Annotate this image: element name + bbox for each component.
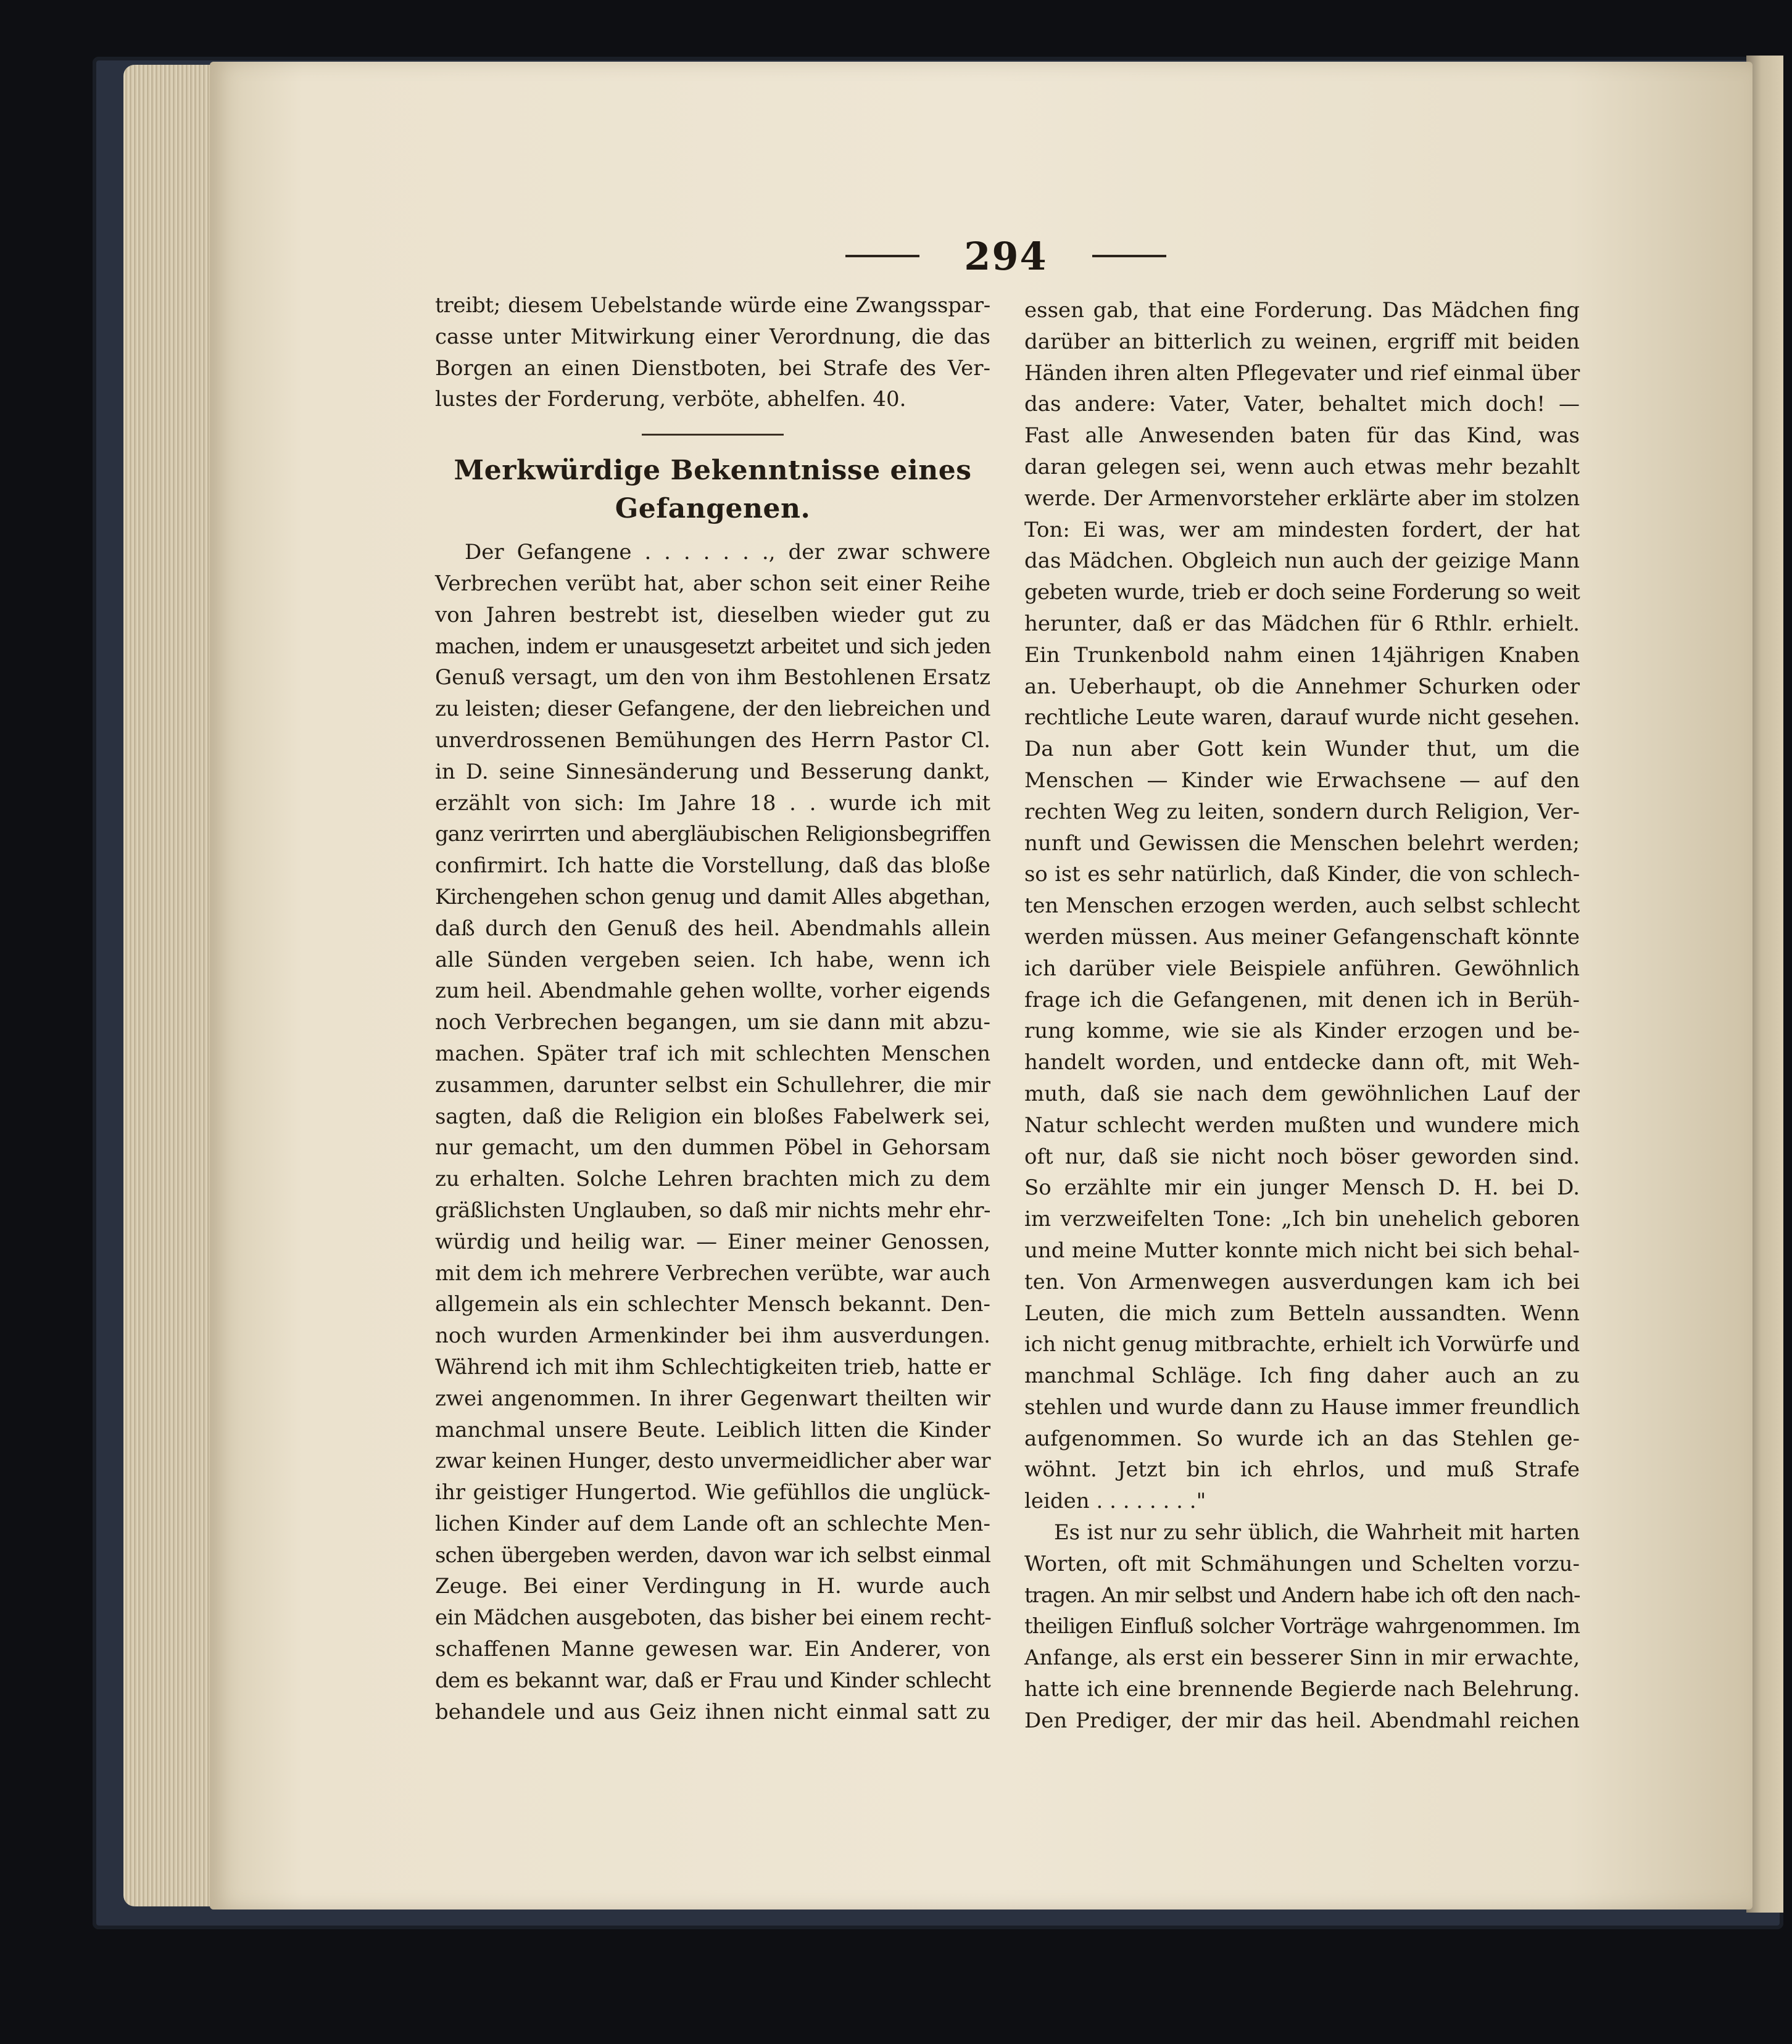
text-line: an. Ueberhaupt, ob die Annehmer Schurken oder xyxy=(1024,674,1580,699)
text-line: rechten Weg zu leiten, sondern durch Religion, Ver- xyxy=(1024,799,1580,824)
text-line: Der Gefangene . . . . . . ., der zwar schwere xyxy=(465,540,990,565)
text-line: rung komme, wie sie als Kinder erzogen und be- xyxy=(1024,1019,1580,1044)
text-line: das Mädchen. Obgleich nun auch der geizige Mann xyxy=(1024,548,1580,574)
text-line: daß durch den Genuß des heil. Abendmahls allein xyxy=(435,916,990,941)
text-line: mit dem ich mehrere Verbrechen verübte, war auch xyxy=(435,1260,990,1286)
text-line: allgemein als ein schlechter Mensch bekannt. Den- xyxy=(435,1292,990,1317)
text-line: gebeten wurde, trieb er doch seine Forderung so weit xyxy=(1024,580,1580,605)
text-line: handelt worden, und entdecke dann oft, mit Weh- xyxy=(1024,1050,1580,1075)
text-line: sagten, daß die Religion ein bloßes Fabelwerk sei, xyxy=(435,1104,990,1129)
heading-line: Merkwürdige Bekenntnisse eines xyxy=(454,455,972,487)
text-line: zum heil. Abendmahle gehen wollte, vorher eigends xyxy=(435,979,990,1004)
text-line: Natur schlecht werden mußten und wundere mich xyxy=(1024,1112,1580,1138)
text-line: noch Verbrechen begangen, um sie dann mit abzu- xyxy=(435,1010,990,1035)
text-line: nunft und Gewissen die Menschen belehrt werden; xyxy=(1024,830,1580,856)
page-number: 294 xyxy=(964,233,1048,279)
right-column xyxy=(1024,295,1580,1737)
text-line: alle Sünden vergeben seien. Ich habe, wenn ich xyxy=(435,947,990,972)
text-line: noch wurden Armenkinder bei ihm ausverdungen. xyxy=(435,1323,990,1349)
text-line: ich darüber viele Beispiele anführen. Gewöhnlich xyxy=(1024,956,1580,981)
header-rule-left xyxy=(845,255,919,257)
text-line: gräßlichsten Unglauben, so daß mir nichts mehr ehr- xyxy=(435,1198,990,1223)
text-line: Worten, oft mit Schmähungen und Schelten vorzu- xyxy=(1024,1551,1580,1576)
text-line: wöhnt. Jetzt bin ich ehrlos, und muß Strafe xyxy=(1024,1457,1580,1483)
text-line: dem es bekannt war, daß er Frau und Kinder schlecht xyxy=(435,1668,990,1693)
text-line: Den Prediger, der mir das heil. Abendmahl reichen xyxy=(1024,1708,1580,1733)
text-line: Zeuge. Bei einer Verdingung in H. wurde auch xyxy=(435,1574,990,1599)
left-column xyxy=(435,290,990,1727)
text-line: in D. seine Sinnesänderung und Besserung dankt, xyxy=(435,759,990,784)
text-line: darüber an bitterlich zu weinen, ergriff mit beiden xyxy=(1024,329,1580,354)
text-line: nur gemacht, um den dummen Pöbel in Gehorsam xyxy=(435,1135,990,1161)
intro-paragraph xyxy=(435,290,990,415)
article-body xyxy=(435,537,990,1727)
text-line: Genuß versagt, um den von ihm Bestohlenen Ersatz xyxy=(435,665,990,690)
text-line: oft nur, daß sie nicht noch böser geworden sind. xyxy=(1024,1144,1580,1169)
text-line: so ist es sehr natürlich, daß Kinder, die von schlech- xyxy=(1024,862,1580,887)
heading-line: Gefangenen. xyxy=(615,493,811,525)
text-line: und meine Mutter konnte mich nicht bei sich behal- xyxy=(1024,1238,1580,1263)
text-line: zwar keinen Hunger, desto unvermeidlicher aber war xyxy=(435,1449,990,1474)
text-line: daran gelegen sei, wenn auch etwas mehr bezahlt xyxy=(1024,454,1580,479)
text-line: ihr geistiger Hungertod. Wie gefühllos die unglück- xyxy=(435,1480,990,1505)
header-rule-right xyxy=(1092,255,1166,257)
text-line: zwei angenommen. In ihrer Gegenwart theilten wir xyxy=(435,1386,990,1411)
article-heading xyxy=(435,452,990,528)
text-line: theiligen Einfluß solcher Vorträge wahrgenommen. Im xyxy=(1024,1614,1580,1639)
text-line: muth, daß sie nach dem gewöhnlichen Lauf der xyxy=(1024,1081,1580,1106)
text-line: behandele und aus Geiz ihnen nicht einmal satt zu xyxy=(435,1699,990,1724)
text-line: treibt; diesem Uebelstande würde eine Zwangsspar- xyxy=(435,293,990,318)
text-line: Während ich mit ihm Schlechtigkeiten trieb, hatte er xyxy=(435,1354,990,1380)
text-line: zu leisten; dieser Gefangene, der den liebreichen und xyxy=(435,697,991,722)
text-line: Da nun aber Gott kein Wunder thut, um die xyxy=(1024,737,1580,762)
text-line: Händen ihren alten Pflegevater und rief einmal über xyxy=(1024,360,1580,386)
text-line: lichen Kinder auf dem Lande oft an schlechte Men- xyxy=(435,1511,990,1536)
text-line: zu erhalten. Solche Lehren brachten mich zu dem xyxy=(435,1167,990,1192)
text-line: casse unter Mitwirkung einer Verordnung, die das xyxy=(435,324,990,349)
text-line: Anfange, als erst ein besserer Sinn in mir erwachte, xyxy=(1024,1645,1580,1671)
text-line: tragen. An mir selbst und Andern habe ich oft den nach- xyxy=(1024,1583,1580,1608)
text-line: Verbrechen verübt hat, aber schon seit einer Reihe xyxy=(435,571,990,596)
text-line: stehlen und wurde dann zu Hause immer freundlich xyxy=(1024,1394,1580,1420)
text-line: von Jahren bestrebt ist, dieselben wieder gut zu xyxy=(435,602,990,627)
text-line: manchmal Schläge. Ich fing daher auch an zu xyxy=(1024,1363,1580,1389)
text-line: im verzweifelten Tone: „Ich bin unehelich geboren xyxy=(1024,1207,1580,1232)
text-line: ten Menschen erzogen werden, auch selbst schlecht xyxy=(1024,893,1580,919)
text-line: Ton: Ei was, wer am mindesten fordert, der hat xyxy=(1024,517,1580,542)
text-line: machen. Später traf ich mit schlechten Menschen xyxy=(435,1041,990,1066)
text-line: Borgen an einen Dienstboten, bei Strafe des Ver- xyxy=(435,355,990,381)
text-line: confirmirt. Ich hatte die Vorstellung, daß das bloße xyxy=(435,853,990,879)
text-line: ein Mädchen ausgeboten, das bisher bei einem recht- xyxy=(435,1605,992,1631)
text-line: leiden . . . . . . . ." xyxy=(1024,1489,1206,1514)
text-line: Kirchengehen schon genug und damit Alles abgethan, xyxy=(435,884,990,909)
text-line: werde. Der Armenvorsteher erklärte aber im stolzen xyxy=(1024,486,1580,511)
text-line: schen übergeben werden, davon war ich selbst einmal xyxy=(435,1542,990,1568)
text-line: Es ist nur zu sehr üblich, die Wahrheit mit harten xyxy=(1054,1520,1580,1545)
text-line: So erzählte mir ein junger Mensch D. H. bei D. xyxy=(1024,1175,1580,1201)
text-line: schaffenen Manne gewesen war. Ein Anderer, von xyxy=(435,1637,990,1662)
text-line: zusammen, darunter selbst ein Schullehrer, die mir xyxy=(435,1072,990,1098)
text-line: frage ich die Gefangenen, mit denen ich in Berüh- xyxy=(1024,987,1580,1012)
text-line: erzählt von sich: Im Jahre 18 . . wurde ich mit xyxy=(435,790,990,816)
text-line: machen, indem er unausgesetzt arbeitet und sich jeden xyxy=(435,634,990,659)
section-separator xyxy=(642,434,784,436)
text-line: würdig und heilig war. — Einer meiner Genossen, xyxy=(435,1229,990,1254)
text-line: ich nicht genug mitbrachte, erhielt ich Vorwürfe und xyxy=(1024,1332,1580,1357)
text-line: lustes der Forderung, verböte, abhelfen. 40. xyxy=(435,387,906,412)
text-line: Ein Trunkenbold nahm einen 14jährigen Knaben xyxy=(1024,642,1580,668)
text-line: hatte ich eine brennende Begierde nach Belehrung. xyxy=(1024,1677,1580,1702)
text-line: aufgenommen. So wurde ich an das Stehlen ge- xyxy=(1024,1426,1580,1451)
text-line: essen gab, that eine Forderung. Das Mädchen fing xyxy=(1024,298,1580,323)
page-header xyxy=(845,228,1166,284)
text-line: Menschen — Kinder wie Erwachsene — auf den xyxy=(1024,768,1580,793)
text-line: manchmal unsere Beute. Leiblich litten die Kinder xyxy=(435,1417,990,1442)
text-line: unverdrossenen Bemühungen des Herrn Pastor Cl. xyxy=(435,727,990,753)
text-line: ganz verirrten und abergläubischen Religionsbegriffen xyxy=(435,822,990,847)
text-line: Fast alle Anwesenden baten für das Kind, was xyxy=(1024,423,1580,449)
text-line: herunter, daß er das Mädchen für 6 Rthlr. erhielt. xyxy=(1024,611,1580,636)
text-line: Leuten, die mich zum Betteln aussandten. Wenn xyxy=(1024,1301,1580,1326)
text-line: rechtliche Leute waren, darauf wurde nicht gesehen. xyxy=(1024,705,1580,730)
text-line: ten. Von Armenwegen ausverdungen kam ich bei xyxy=(1024,1269,1580,1294)
text-line: werden müssen. Aus meiner Gefangenschaft könnte xyxy=(1024,924,1580,950)
text-line: das andere: Vater, Vater, behaltet mich doch! — xyxy=(1024,392,1580,417)
